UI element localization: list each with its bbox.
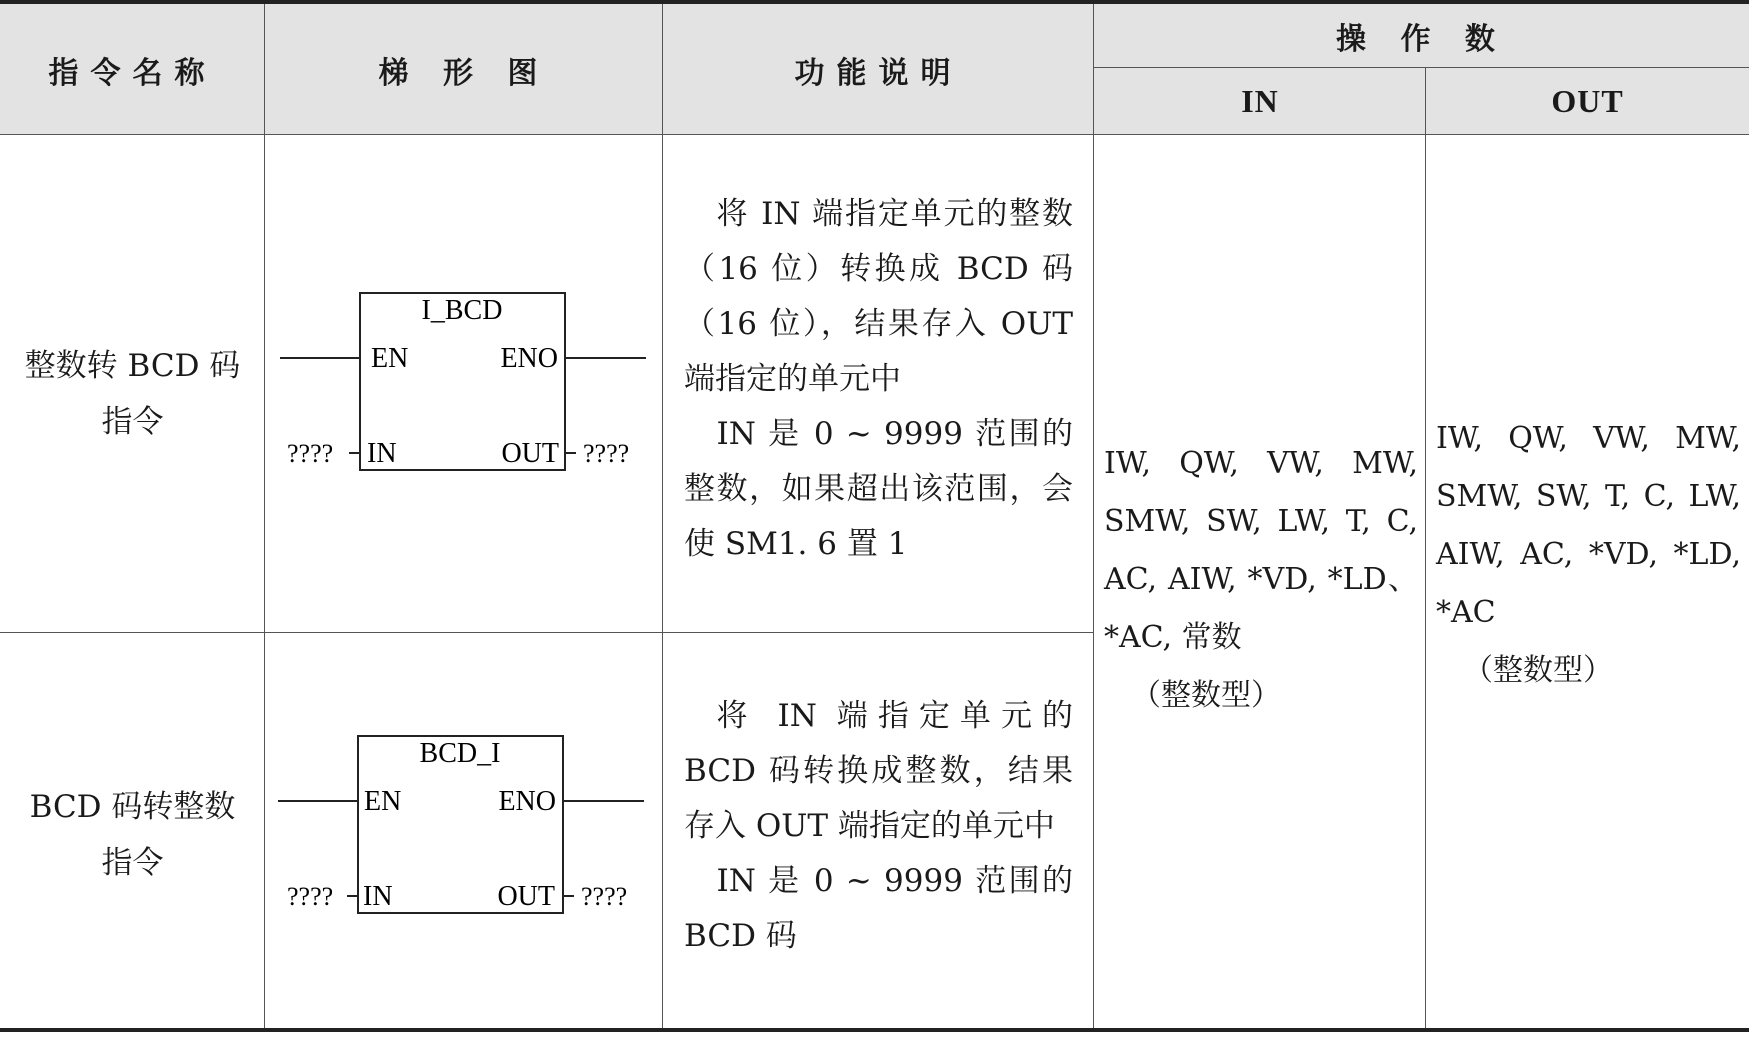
row2-description-p2: IN 是 0 ~ 9999 范围的 BCD 码 — [684, 863, 1073, 954]
row1-eno-label: ENO — [500, 343, 558, 374]
row1-block-title: I_BCD — [421, 295, 503, 326]
header-operand-in: IN — [1094, 68, 1426, 135]
row2-in-pin: IN — [363, 881, 393, 912]
operands-in-note: （整数型） — [1131, 678, 1281, 713]
row2-description — [663, 633, 1094, 1028]
col-divider-1 — [264, 4, 265, 1028]
operands-out-note: （整数型） — [1463, 653, 1613, 688]
col-divider-2 — [662, 4, 663, 1028]
row1-instruction-name — [0, 135, 265, 633]
row2-ladder-cell — [265, 633, 663, 1028]
row2-block-title: BCD_I — [419, 738, 501, 769]
row1-ladder-cell — [265, 135, 663, 633]
row1-out-value: ???? — [583, 439, 630, 468]
row1-in-pin: IN — [367, 438, 397, 469]
top-border — [0, 0, 1749, 4]
col-divider-3 — [1093, 4, 1094, 1028]
row2-name-line2: 指令 — [101, 844, 164, 881]
header-operands: 操 作 数 — [1094, 4, 1749, 68]
row1-name-line1: 整数转 BCD 码 — [24, 348, 241, 384]
row1-description — [663, 135, 1094, 633]
row2-out-pin: OUT — [497, 881, 555, 912]
operands-in — [1094, 135, 1426, 1028]
header-bottom-rule — [0, 134, 1749, 135]
row1-description-p1: 将 IN 端指定单元的整数（16 位）转换成 BCD 码（16 位），结果存入 OUT 端指定的单元中 — [684, 196, 1073, 397]
operands-in-list: IW, QW, VW, MW, SMW, SW, LW, T, C, AC, AIW, *VD, *LD、*AC, 常数 — [1104, 446, 1418, 655]
row1-en-label: EN — [371, 343, 409, 374]
row2-en-label: EN — [364, 786, 402, 817]
col-divider-4 — [1425, 67, 1426, 1028]
operands-out-list: IW, QW, VW, MW, SMW, SW, T, C, LW, AIW, AC, *VD, *LD, *AC — [1436, 421, 1741, 630]
row1-name-line2: 指令 — [101, 404, 164, 440]
header-ladder-diagram: 梯 形 图 — [265, 4, 663, 135]
row1-in-value: ???? — [287, 439, 334, 468]
operands-split-rule — [1094, 67, 1749, 68]
row-divider — [0, 632, 1094, 633]
row2-eno-label: ENO — [498, 786, 556, 817]
header-operand-out: OUT — [1426, 68, 1749, 135]
row2-description-p1: 将 IN 端指定单元的 BCD 码转换成整数，结果存入 OUT 端指定的单元中 — [684, 698, 1073, 844]
row2-name-line1: BCD 码转整数 — [29, 788, 236, 825]
row2-ladder-diagram — [265, 633, 663, 1028]
operands-out — [1426, 135, 1749, 1028]
row1-ladder-diagram — [265, 135, 663, 633]
row2-in-value: ???? — [287, 882, 334, 911]
header-instruction-name: 指令名称 — [0, 4, 265, 135]
row2-instruction-name — [0, 633, 265, 1028]
bottom-border — [0, 1028, 1749, 1032]
row1-out-pin: OUT — [501, 438, 559, 469]
row2-out-value: ???? — [581, 882, 628, 911]
header-function-description: 功能说明 — [663, 4, 1094, 135]
row1-description-p2: IN 是 0 ~ 9999 范围的整数，如果超出该范围，会使 SM1. 6 置 1 — [684, 416, 1073, 562]
